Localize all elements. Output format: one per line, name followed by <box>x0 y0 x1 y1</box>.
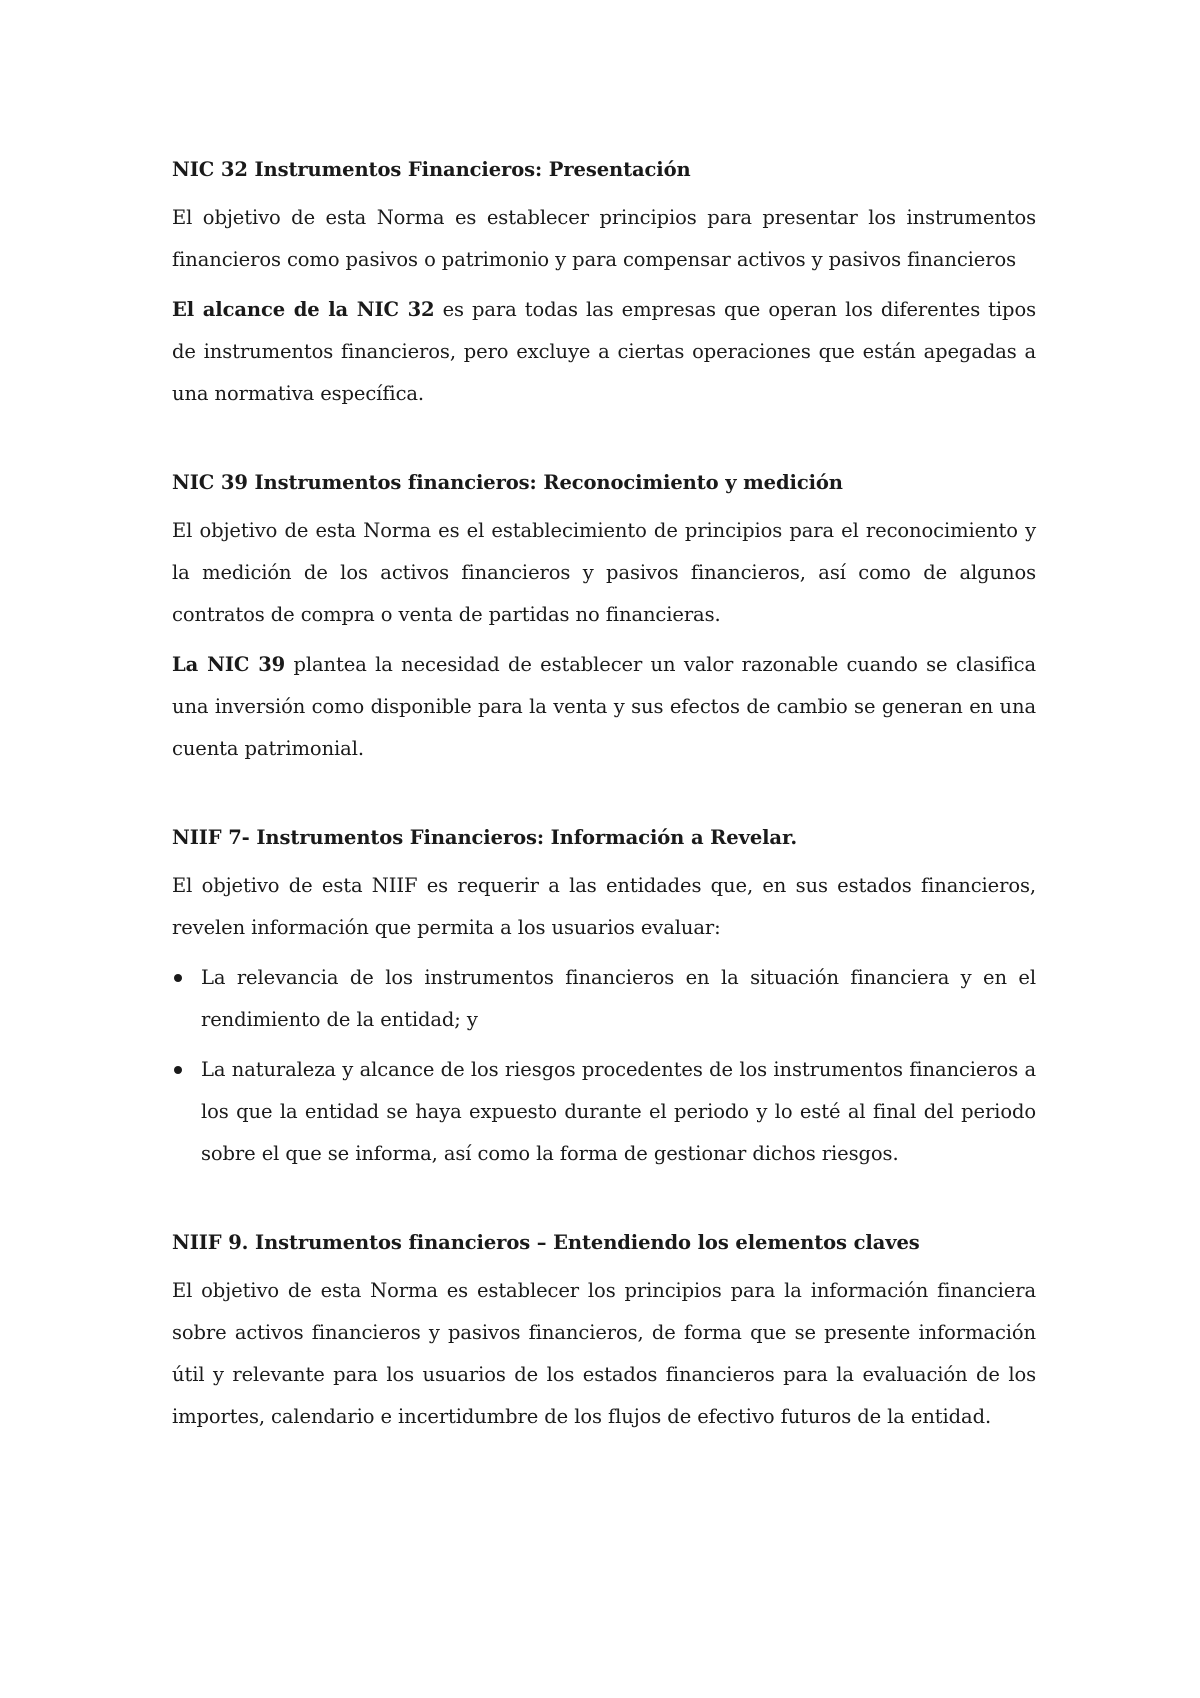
objective-paragraph: El objetivo de esta NIIF es requerir a las entidades que, en sus estados financieros, revelen información que permita a los usuarios evaluar: <box>172 874 1036 939</box>
section-spacer <box>172 778 1036 820</box>
section-nic-39 <box>172 465 1036 770</box>
objective-paragraph: El objetivo de esta Norma es establecer los principios para la información financiera sobre activos financieros y pasivos financieros, de forma que se presente información útil y relevante para los usuarios de los estados financieros para la evaluación de los importes, calendario e incertidumbre de los flujos de efectivo futuros de la entidad. <box>172 1279 1036 1428</box>
section-heading: NIC 32 Instrumentos Financieros: Presentación <box>172 158 691 181</box>
section-niif-9 <box>172 1225 1036 1438</box>
bullet-icon <box>174 974 182 982</box>
bullet-list <box>172 957 1036 1175</box>
list-item-text: La relevancia de los instrumentos financieros en la situación financiera y en el rendimiento de la entidad; y <box>201 966 1036 1031</box>
section-spacer <box>172 423 1036 465</box>
section-heading: NIIF 7- Instrumentos Financieros: Información a Revelar. <box>172 826 798 849</box>
bullet-icon <box>174 1066 182 1074</box>
scope-bold-lead: La NIC 39 <box>172 653 286 676</box>
list-item <box>172 1049 1036 1175</box>
scope-bold-lead: El alcance de la NIC 32 <box>172 298 435 321</box>
objective-paragraph: El objetivo de esta Norma es establecer principios para presentar los instrumentos financieros como pasivos o patrimonio y para compensar activos y pasivos financieros <box>172 206 1036 271</box>
section-spacer <box>172 1183 1036 1225</box>
section-heading: NIIF 9. Instrumentos financieros – Entendiendo los elementos claves <box>172 1231 920 1254</box>
list-item <box>172 957 1036 1041</box>
scope-text: plantea la necesidad de establecer un valor razonable cuando se clasifica una inversión como disponible para la venta y sus efectos de cambio se generan en una cuenta patrimonial. <box>172 653 1036 760</box>
scope-paragraph <box>172 289 1036 415</box>
scope-text: es para todas las empresas que operan los diferentes tipos de instrumentos financieros, pero excluye a ciertas operaciones que están apegadas a una normativa específica. <box>172 298 1036 405</box>
section-heading: NIC 39 Instrumentos financieros: Reconocimiento y medición <box>172 471 843 494</box>
objective-paragraph: El objetivo de esta Norma es el establecimiento de principios para el reconocimiento y la medición de los activos financieros y pasivos financieros, así como de algunos contratos de compra o venta de partidas no financieras. <box>172 519 1036 626</box>
document-page <box>172 152 1036 1446</box>
section-niif-7 <box>172 820 1036 1175</box>
section-nic-32 <box>172 152 1036 415</box>
scope-paragraph <box>172 644 1036 770</box>
list-item-text: La naturaleza y alcance de los riesgos procedentes de los instrumentos financieros a los que la entidad se haya expuesto durante el periodo y lo esté al final del periodo sobre el que se informa, así como la forma de gestionar dichos riesgos. <box>201 1058 1036 1165</box>
